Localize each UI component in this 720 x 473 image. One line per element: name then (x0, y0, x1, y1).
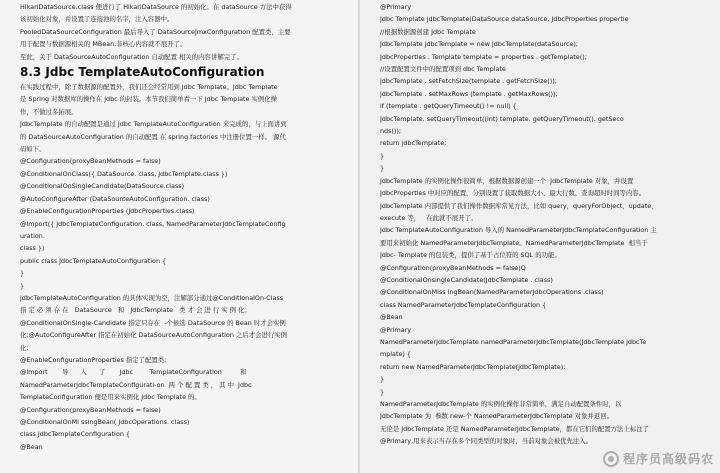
text-line: @Bean (380, 313, 403, 322)
text-line: } (380, 387, 385, 396)
text-line: 指 定 必 须 存 在 DataSource 和 JdbcTemplate 类 才 会 进 行 实 例 化； (20, 306, 251, 315)
watermark-text: 程序员高级码农 (622, 452, 714, 466)
text-line: class }) (20, 244, 45, 253)
text-line: public class JdbcTemplateAutoConfiguration { (20, 256, 167, 265)
text-line: uration. (20, 231, 45, 240)
left-text-after-heading (20, 81, 352, 453)
text-line: } (20, 269, 25, 278)
text-line: 化;@AutoConfigureAfter 指定在初始化 DataSourceAutoConfiguration 之后才会进行实例 (20, 331, 288, 340)
text-line: } (380, 151, 385, 160)
text-line: @ConditionalOnSingle-Candidate 指定只存在 -个候选 DataSource 的 Bean 时才会实例 (20, 318, 286, 327)
text-line: 码如下。 (20, 145, 46, 154)
text-line: HikariDataSource.class 便进行了 HikariDataSource 的初始化。在 dataSource 方法中获得 (20, 3, 292, 11)
text-line: NamedParameterJdbcTemplateConfigurati-on 两 个 配 置 类 ， 其 中 Jdbc (20, 380, 252, 389)
text-line: TemplateConfiguration 便是用来实例化 Jdbc Template 的。 (20, 393, 201, 402)
text-line: @Configuration(proxyBeanMethods = false) (20, 157, 161, 166)
text-line: JdbcTemplate 为 参数 new-个 NamedParameterJdbcTemplate 对象并返回。 (380, 412, 614, 421)
text-line: PooledDataSourceConfiguration 最后导入了 DataSourceJmxConfiguration 配置类，主要 (20, 27, 291, 36)
text-line: jdbcTemplate . setFetchSize(template . getFetchSize()); (380, 77, 557, 86)
text-line: 在实践过程中，除了数据源的配置外，我们还会经常用到 Jdbc Template。Jdbc Template (20, 83, 278, 92)
text-line: Jdbc- Template 的包装类，提供了基于占位符的 SQL 的功能。 (380, 251, 561, 260)
text-line: return new NamedParameterJdbcTemplate(jdbcTemplate); (380, 362, 566, 371)
text-line: if (template . getQueryTimeout() != null) { (380, 102, 517, 111)
text-line: 至此，关于 DataSourceAutoConfiguration 自动配置 相关的内容讲解完了。 (20, 52, 243, 61)
text-line: //根据数据源创建 Jdbc Template (380, 27, 476, 36)
text-line: @Bean (20, 442, 43, 451)
text-line: @EnableConfigurationProperties 指定了配置类; (20, 355, 167, 364)
text-line: 是 Spring 对数据库的操作在 jdbc 的封装。本节我们简单看一下 Jdbc Template 实例化操 (20, 95, 278, 104)
text-line: NamedParameterJdbcTemplate namedParameterJdbcTemplate(JdbcTemplate jdbcTe (380, 337, 647, 346)
text-line: JdbcProperties 中对应的配置，分别设置了获取数据大小、最大行数，查询超时时间等内容。 (380, 189, 646, 198)
text-line: @AutoConfigureAfter (DataSourceAutoConfiguration. class) (20, 194, 210, 203)
text-line: @ConditionalOnsingleCandidate(JdbcTemplate . class) (380, 275, 553, 284)
text-line: JdbcTemplate 内部提供了我们操作数据库常见方法，比如 query，queryForObject，update， (380, 201, 658, 210)
text-line: @Primary (380, 325, 412, 334)
text-line: @EnableConfigurationProperties (JdbcProperties.class) (20, 207, 195, 216)
text-line: mplate) { (380, 350, 412, 359)
text-line: } (20, 281, 25, 290)
text-line: } (380, 164, 385, 173)
text-line: @ConditionalOnSingleCandidate(DataSource.class) (20, 182, 185, 191)
text-line: JdbcTemplate 的实例化操作很简单，根据数据源创建一个 JdbcTemplate 对象，并设置 (380, 176, 634, 185)
section-heading: 8.3 Jdbc TemplateAutoConfiguration (20, 65, 265, 80)
text-line: //设置配置文件中的配置项到 dbc Template (380, 65, 506, 74)
text-line: 用于配置与数据源相关的 MBean,非核心内容就不展开了。 (20, 40, 187, 49)
text-line: @Configuration(proxyBeanMethods = false)Q (380, 263, 526, 272)
text-line: return jdbcTemplate; (380, 139, 447, 148)
wechat-icon (603, 451, 619, 467)
text-line: 要用来初始化 NamedParameterJdbcTemplate。NamedParameterJdbcTemplate 相当于 (380, 238, 648, 247)
left-text-before-heading (20, 1, 352, 63)
text-line: @Import 导 入 了 Jdbc TemplateConfiguration 和 (20, 368, 247, 377)
text-line: JdbcProperties . Template template = properties . getTemplate(); (380, 52, 587, 61)
text-line: JdbcTemplate jdbcTemplate = new JdbcTemplate(dataSource); (380, 40, 579, 49)
text-line: JdbcTemplate 的自动配置是通过 Jdbc TemplateAutoConfiguration 来完成的，与上面讲到 (20, 120, 287, 129)
text-line: 该初始化对象，并设置了连接池的名字，注入容器中。 (20, 15, 174, 24)
text-line: class JdbcTemplateConfiguration { (20, 430, 131, 439)
text-line: 的 DataSourceAutoConfiguration 的自动配置 在 spring.factories 中注册位置一样。 源代 (20, 132, 286, 141)
text-line: @ConditionalOnClass({ DataSource. class, JdbcTemplate.class }) (20, 169, 228, 178)
text-line: Jdbc TemplateAutoConfiguration 导入的 NamedParameterJdbcTemplateConfiguration 主 (380, 226, 657, 235)
text-line: 无论是 JdbcTemplate 还是 NamedParameterJdbcTemplate，都在它们的配置方法上标注了 (380, 424, 650, 433)
text-line: @Configuration(proxyBeanMethods = false) (20, 405, 161, 414)
text-line: @Primary (380, 3, 412, 11)
text-line: JdbcTemplateAutoConfiguration 的具体实现为空，注解部分通过@ConditionalOn-Class (20, 293, 284, 302)
text-line: nds()); (380, 127, 402, 136)
text-line: class NamedParameterJdbcTemplateConfiguration { (380, 300, 547, 309)
text-line: @Import({ JdbcTemplateConfiguration. class, NamedParameterJdbcTemplateConfig (20, 219, 286, 228)
right-text-body (380, 1, 712, 448)
text-line: @ConditionalOnMi ssingBean( JdbcOperations. class) (20, 418, 190, 426)
watermark (603, 450, 714, 467)
text-line: } (380, 375, 385, 384)
text-line: NamedParameterJdbcTemplate 的实例化操作非常简单，满足自动配置条件时，以 (380, 400, 622, 408)
text-line: 作，不做过多拓展。 (20, 107, 78, 116)
text-line: jdbcTemplate . setMaxRows (template . getMaxRows()); (380, 89, 558, 98)
text-line: @Primary,用来表示当存在多个同类型的对象时，当前对象会被优先注入。 (380, 437, 593, 446)
text-line: JdbcTemplate. setQueryTimeout((int) template. getQueryTimeout(). getSeco (380, 114, 624, 123)
text-line: @ConditionalOnMiss ingBean(NamedParameterJdbcOperations .class) (380, 288, 604, 297)
right-page (360, 0, 720, 473)
text-line: 化; (20, 343, 29, 352)
text-line: execute 等， 在此就不展开了。 (380, 213, 478, 222)
text-line: Jdbc Template jdbcTemplate(DataSource dataSource, JdbcProperties propertie (380, 15, 629, 24)
